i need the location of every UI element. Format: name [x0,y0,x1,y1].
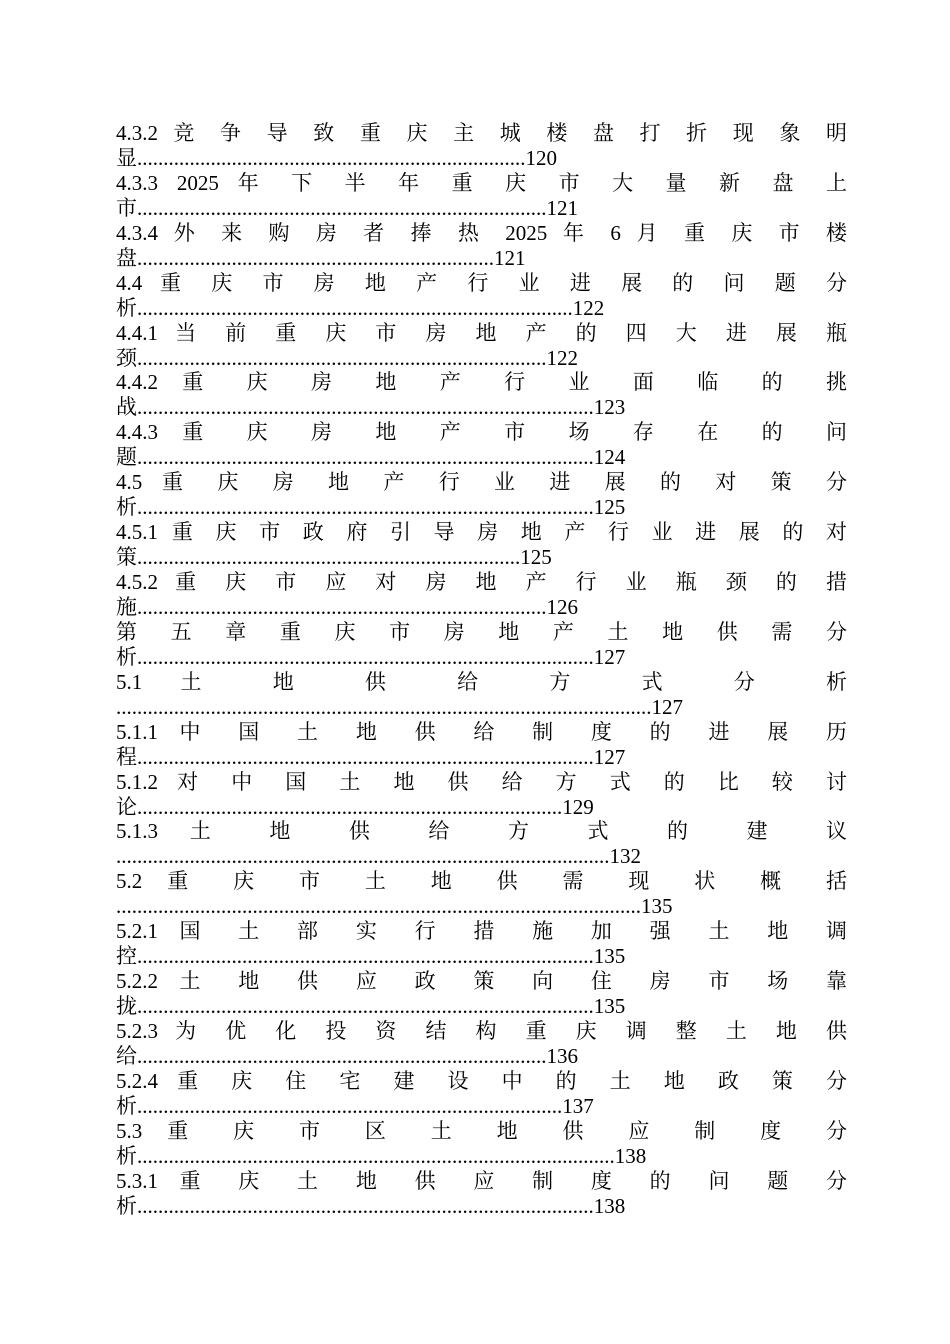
toc-entry[interactable] [116,770,847,820]
toc-entry[interactable] [116,1069,847,1119]
toc-entry-title: 4.3.3 2025 年 下 半 年 重 庆 市 大 量 新 盘 上 [116,170,847,195]
toc-entry-leader-page: 给..............................................................................136 [116,1044,578,1069]
toc-entry-leader-page: 析.......................................................................................127 [116,644,626,669]
toc-entry[interactable] [116,420,847,470]
toc-entry-title: 5.2.3 为 优 化 投 资 结 构 重 庆 调 整 土 地 供 [116,1019,847,1044]
toc-entry-leader-page: ....................................................................................................135 [116,894,673,919]
toc-entry-leader-page: 析.................................................................................137 [116,1093,594,1118]
toc-entry-title: 4.4.3 重 庆 房 地 产 市 场 存 在 的 问 [116,420,847,445]
toc-entry[interactable] [116,121,847,171]
toc-entry[interactable] [116,969,847,1019]
toc-entry-title: 4.5.2 重 庆 市 应 对 房 地 产 行 业 瓶 颈 的 措 [116,570,847,595]
toc-entry-leader-page: 控.......................................................................................135 [116,944,626,969]
toc-entry[interactable] [116,869,847,919]
toc-entry-leader-page: 程.......................................................................................127 [116,744,626,769]
toc-entry-leader-page: 市..............................................................................121 [116,195,578,220]
toc-entry-title: 5.1.1 中 国 土 地 供 给 制 度 的 进 展 历 [116,719,847,744]
toc-entry[interactable] [116,620,847,670]
toc-page [116,121,847,1219]
toc-entry[interactable] [116,1119,847,1169]
toc-entry-title: 5.1.3 土 地 供 给 方 式 的 建 议 [116,819,847,844]
toc-entry-leader-page: 析.......................................................................................138 [116,1193,626,1218]
toc-entry-title: 5.3 重 庆 市 区 土 地 供 应 制 度 分 [116,1118,847,1143]
toc-entry-title: 5.2.1 国 土 部 实 行 措 施 加 强 土 地 调 [116,919,847,944]
toc-entry[interactable] [116,271,847,321]
toc-entry-leader-page: 施..............................................................................126 [116,595,578,620]
toc-entry-title: 5.2.2 土 地 供 应 政 策 向 住 房 市 场 靠 [116,969,847,994]
toc-entry-title: 5.3.1 重 庆 土 地 供 应 制 度 的 问 题 分 [116,1168,847,1193]
toc-entry-title: 4.5.1 重 庆 市 政 府 引 导 房 地 产 行 业 进 展 的 对 [116,520,847,545]
toc-entry-title: 4.4.1 当 前 重 庆 市 房 地 产 的 四 大 进 展 瓶 [116,320,847,345]
toc-entry-title: 4.5 重 庆 房 地 产 行 业 进 展 的 对 策 分 [116,470,847,495]
toc-entry-title: 第 五 章 重 庆 市 房 地 产 土 地 供 需 分 [116,619,847,644]
toc-entry-leader-page: 析...................................................................................122 [116,295,605,320]
toc-entry-leader-page: ..............................................................................................132 [116,844,641,869]
toc-entry[interactable] [116,221,847,271]
toc-entry[interactable] [116,171,847,221]
toc-entry-title: 5.2 重 庆 市 土 地 供 需 现 状 概 括 [116,869,847,894]
toc-entry-leader-page: ......................................................................................................127 [116,694,683,719]
toc-entry-title: 5.1 土 地 供 给 方 式 分 析 [116,669,847,694]
toc-entry[interactable] [116,570,847,620]
toc-entry[interactable] [116,321,847,371]
toc-entry[interactable] [116,819,847,869]
toc-entry[interactable] [116,670,847,720]
toc-entry-leader-page: 拢.......................................................................................135 [116,994,626,1019]
toc-entry[interactable] [116,520,847,570]
toc-entry-leader-page: 策.........................................................................125 [116,545,552,570]
toc-entry-leader-page: 战.......................................................................................123 [116,395,626,420]
toc-entry[interactable] [116,370,847,420]
toc-entry-leader-page: 论.................................................................................129 [116,794,594,819]
toc-entry-leader-page: 析.......................................................................................125 [116,495,626,520]
toc-entry[interactable] [116,1019,847,1069]
toc-entry-leader-page: 颈..............................................................................122 [116,345,578,370]
toc-entry-title: 5.1.2 对 中 国 土 地 供 给 方 式 的 比 较 讨 [116,769,847,794]
toc-entry[interactable] [116,1169,847,1219]
toc-entry-title: 5.2.4 重 庆 住 宅 建 设 中 的 土 地 政 策 分 [116,1068,847,1093]
toc-entry-leader-page: 析...........................................................................................138 [116,1143,647,1168]
toc-entry-title: 4.3.2 竞 争 导 致 重 庆 主 城 楼 盘 打 折 现 象 明 [116,121,847,145]
toc-entry-title: 4.4.2 重 庆 房 地 产 行 业 面 临 的 挑 [116,370,847,395]
toc-entry-leader-page: 显..........................................................................120 [116,146,557,170]
toc-entry[interactable] [116,720,847,770]
toc-entry[interactable] [116,470,847,520]
toc-entry-leader-page: 盘....................................................................121 [116,245,526,270]
toc-entry-title: 4.3.4 外 来 购 房 者 捧 热 2025 年 6 月 重 庆 市 楼 [116,220,847,245]
toc-entry[interactable] [116,919,847,969]
toc-entry-leader-page: 题.......................................................................................124 [116,445,626,470]
toc-entry-title: 4.4 重 庆 市 房 地 产 行 业 进 展 的 问 题 分 [116,270,847,295]
